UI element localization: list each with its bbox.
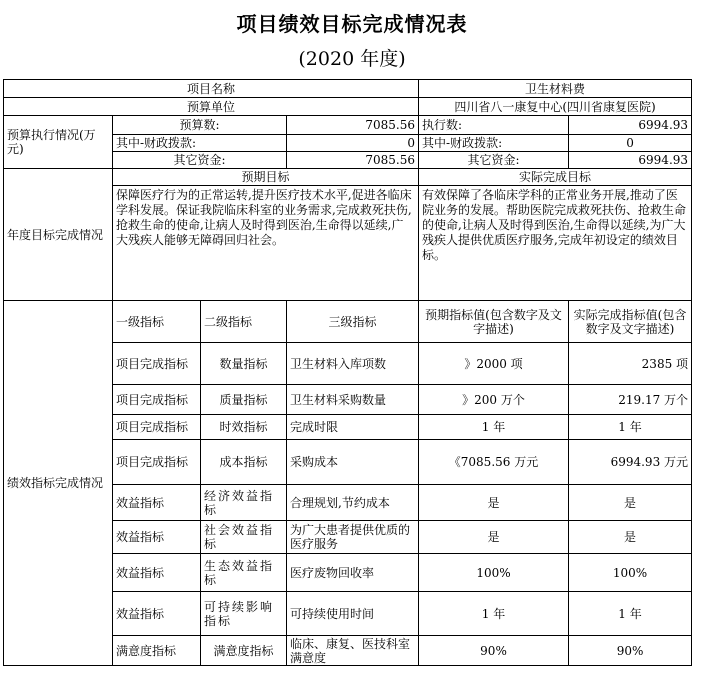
row-expected: 100% — [419, 554, 569, 592]
row-level2: 时效指标 — [201, 415, 287, 440]
fiscal-budget-label: 其中-财政拨款: — [113, 135, 287, 152]
row-level1: 效益指标 — [113, 485, 201, 521]
row-expected: 是 — [419, 485, 569, 521]
header-level2: 二级指标 — [201, 301, 287, 343]
row-expected: 1 年 — [419, 592, 569, 636]
header-level3: 三级指标 — [287, 301, 419, 343]
row-level1: 项目完成指标 — [113, 343, 201, 385]
budget-amount-value: 7085.56 — [287, 116, 419, 135]
row-actual: 是 — [569, 521, 692, 554]
row-level1: 满意度指标 — [113, 636, 201, 666]
header-level1: 一级指标 — [113, 301, 201, 343]
row-actual: 2385 项 — [569, 343, 692, 385]
performance-table — [3, 79, 692, 666]
row-level1: 项目完成指标 — [113, 385, 201, 415]
other-exec-value: 6994.93 — [569, 152, 692, 169]
header-expected: 预期指标值(包含数字及文字描述) — [419, 301, 569, 343]
budget-unit-value: 四川省八一康复中心(四川省康复医院) — [419, 98, 692, 116]
fiscal-budget-value: 0 — [287, 135, 419, 152]
row-level2: 成本指标 — [201, 440, 287, 485]
budget-amount-label: 预算数: — [113, 116, 287, 135]
row-level2: 可持续影响指标 — [201, 592, 287, 636]
row-level3: 采购成本 — [287, 440, 419, 485]
row-level2: 生态效益指标 — [201, 554, 287, 592]
row-actual: 6994.93 万元 — [569, 440, 692, 485]
other-budget-label: 其它资金: — [113, 152, 287, 169]
header-actual: 实际完成指标值(包含数字及文字描述) — [569, 301, 692, 343]
row-level3: 临床、康复、医技科室满意度 — [287, 636, 419, 666]
row-level3: 合理规划,节约成本 — [287, 485, 419, 521]
page-title: 项目绩效目标完成情况表 — [236, 12, 468, 36]
actual-target-text: 有效保障了各临床学科的正常业务开展,推动了医院业务的发展。帮助医院完成救死扶伤、抢救生命的使命,让病人及时得到医治,生命得以延续,为广大残疾人提供优质医疗服务,完成年初设定的绩效目标。 — [419, 186, 692, 301]
exec-amount-value: 6994.93 — [569, 116, 692, 135]
expected-target-text: 保障医疗行为的正常运转,提升医疗技术水平,促进各临床学科发展。保证我院临床科室的业务需求,完成救死扶伤,抢救生命的使命,让病人及时得到医治,生命得以延续,广大残疾人能够无障碍回归社会。 — [113, 186, 419, 301]
row-level2: 社会效益指标 — [201, 521, 287, 554]
actual-target-header: 实际完成目标 — [419, 169, 692, 186]
row-level2: 满意度指标 — [201, 636, 287, 666]
row-level3: 完成时限 — [287, 415, 419, 440]
fiscal-exec-label: 其中-财政拨款: — [419, 135, 569, 152]
row-expected: 是 — [419, 521, 569, 554]
row-level1: 效益指标 — [113, 554, 201, 592]
row-expected: 1 年 — [419, 415, 569, 440]
row-level3: 医疗废物回收率 — [287, 554, 419, 592]
other-budget-value: 7085.56 — [287, 152, 419, 169]
row-level3: 可持续使用时间 — [287, 592, 419, 636]
other-exec-label: 其它资金: — [419, 152, 569, 169]
project-name-label: 项目名称 — [4, 80, 419, 98]
project-name-value: 卫生材料费 — [419, 80, 692, 98]
row-level3: 卫生材料采购数量 — [287, 385, 419, 415]
row-level1: 效益指标 — [113, 592, 201, 636]
row-actual: 1 年 — [569, 415, 692, 440]
page-subtitle: (2020 年度) — [298, 48, 406, 70]
exec-amount-label: 执行数: — [419, 116, 569, 135]
perf-section-label: 绩效指标完成情况 — [4, 301, 113, 666]
row-level2: 数量指标 — [201, 343, 287, 385]
row-actual: 1 年 — [569, 592, 692, 636]
row-level1: 项目完成指标 — [113, 440, 201, 485]
row-expected: 《7085.56 万元 — [419, 440, 569, 485]
row-actual: 219.17 万个 — [569, 385, 692, 415]
row-actual: 是 — [569, 485, 692, 521]
annual-section-label: 年度目标完成情况 — [4, 169, 113, 301]
row-level1: 效益指标 — [113, 521, 201, 554]
row-expected: 》2000 项 — [419, 343, 569, 385]
budget-section-label: 预算执行情况(万元) — [4, 116, 113, 169]
row-actual: 90% — [569, 636, 692, 666]
row-level2: 经济效益指标 — [201, 485, 287, 521]
row-expected: 90% — [419, 636, 569, 666]
row-level1: 项目完成指标 — [113, 415, 201, 440]
budget-unit-label: 预算单位 — [4, 98, 419, 116]
row-level3: 为广大患者提供优质的医疗服务 — [287, 521, 419, 554]
expected-target-header: 预期目标 — [113, 169, 419, 186]
fiscal-exec-value: 0 — [569, 135, 692, 152]
row-actual: 100% — [569, 554, 692, 592]
row-level3: 卫生材料入库项数 — [287, 343, 419, 385]
row-level2: 质量指标 — [201, 385, 287, 415]
row-expected: 》200 万个 — [419, 385, 569, 415]
